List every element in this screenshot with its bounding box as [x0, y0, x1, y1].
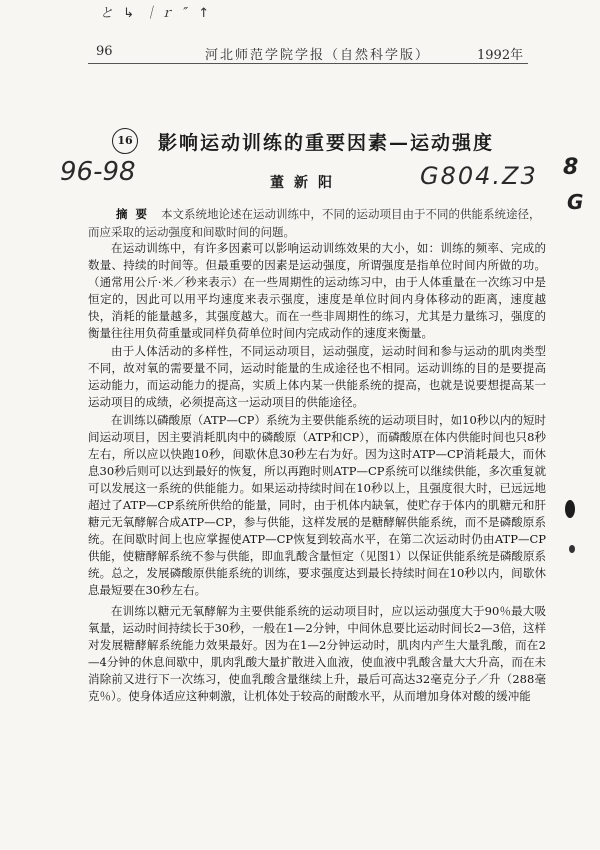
running-header-year: 1992年	[477, 48, 524, 63]
body-paragraph-2: 由于人体活动的多样性，不同运动项目，运动强度，运动时间和参与运动的肌肉类型不同，故对氧的需要量不同，运动时能量的生成途径也不相同。运动训练的目的是要提高运动能力，而运动能力的提高，实质上体内某一供能系统的提高，也就是说要想提高某一运动项目的成绩，必须提高这一运动项目的供能途径。	[88, 344, 546, 409]
running-header-journal: 河北师范学院学报（自然科学版）	[205, 48, 431, 63]
body-paragraph-4: 在训练以糖元无氧酵解为主要供能系统的运动项目时，应以运动强度大于90％最大吸氧量，运动时间持续长于30秒，一般在1—2分钟，中间休息要比运动时间长2—3倍，这样对发展糖酵解系统能力效果最好。因为在1—2分钟运动时，肌肉内产生大量乳酸，而在2—4分钟的休息间歇中，肌肉乳酸大量扩散进入血液，使血液中乳酸含量大大升高，而在未消除前又进行下一次练习，使血乳酸含量继续上升，最后可高达32毫克分子／升（288毫克％）。使身体适应这种刺激，让机体处于较高的耐酸水平，从而增加身体对酸的缓冲能	[88, 604, 546, 703]
abstract	[88, 205, 546, 241]
article-number-circle: 16	[112, 128, 138, 154]
margin-mark-top: 8	[563, 155, 579, 180]
ink-blot-small	[569, 545, 575, 553]
header-rule	[88, 63, 528, 64]
abstract-text: 本文系统地论述在运动训练中，不同的运动项目由于不同的供能系统途径，而应采取的运动强度和间歇时间的问题。	[88, 207, 541, 239]
abstract-label: 摘要	[116, 207, 155, 221]
handwritten-page-range: 96-98	[60, 157, 136, 187]
body-paragraph-3: 在训练以磷酸原（ATP—CP）系统为主要供能系统的运动项目时，如10秒以内的短时间运动项目，因主要消耗肌肉中的磷酸原（ATP和CP），而磷酸原在体内供能时间也只8秒左右，所以应以快跑10秒，间歇休息30秒左右为好。因为这时ATP—CP消耗最大，而休息30秒后则可以达到最好的恢复，所以再跑时则ATP—CP系统可以继续供能，多次重复就可以发展这一系统的供能能力。如果运动持续时间在10秒以上，且强度很大时，已远远地超过了ATP—CP系统所供给的能量，同时，由于机体内缺氧，使贮存于体内的肌糖元和肝糖元无氧酵解合成ATP—CP，参与供能，这样发展的是糖酵解供能系统，而不是磷酸原系统。在间歇时间上也应掌握使ATP—CP恢复到较高水平，在第二次运动时仍由ATP—CP供能，使糖酵解系统不参与供能，即血乳酸含量恒定（见图1）以保证供能系统是磷酸原系统。总之，发展磷酸原供能系统的训练，要求强度达到最长持续时间在10秒以内，间歇休息最短要在30秒左右。	[88, 413, 546, 597]
handwritten-classification-code: G804.Z3	[420, 162, 538, 190]
running-header-page-number: 96	[96, 44, 113, 59]
author-name: 董新阳	[270, 175, 342, 191]
margin-mark-bottom: G	[567, 190, 584, 214]
article-title: 影响运动训练的重要因素—运动强度	[158, 132, 495, 154]
article-body	[88, 240, 546, 706]
ink-blot	[565, 500, 575, 518]
body-paragraph-1: 在运动训练中，有许多因素可以影响运动训练效果的大小，如：训练的频率、完成的数量、持续的时间等。但最重要的因素是运动强度，所谓强度是指单位时间内所做的功。（通常用公斤·米／秒来表示）在一些周期性的运动练习中，由于人体重量在一次练习中是恒定的，因此可以用平均速度来表示强度，速度是单位时间内身体移动的距离，速度越快，消耗的能量越多，其强度越大。而在一些非周期性的练习，尤其是力量练习，强度的衡量往往用负荷重量或同样负荷单位时间内完成动作的速度来衡量。	[88, 241, 546, 340]
top-handwritten-scrawl: と ↳ ｜ｒ ″ ↑	[100, 6, 213, 21]
